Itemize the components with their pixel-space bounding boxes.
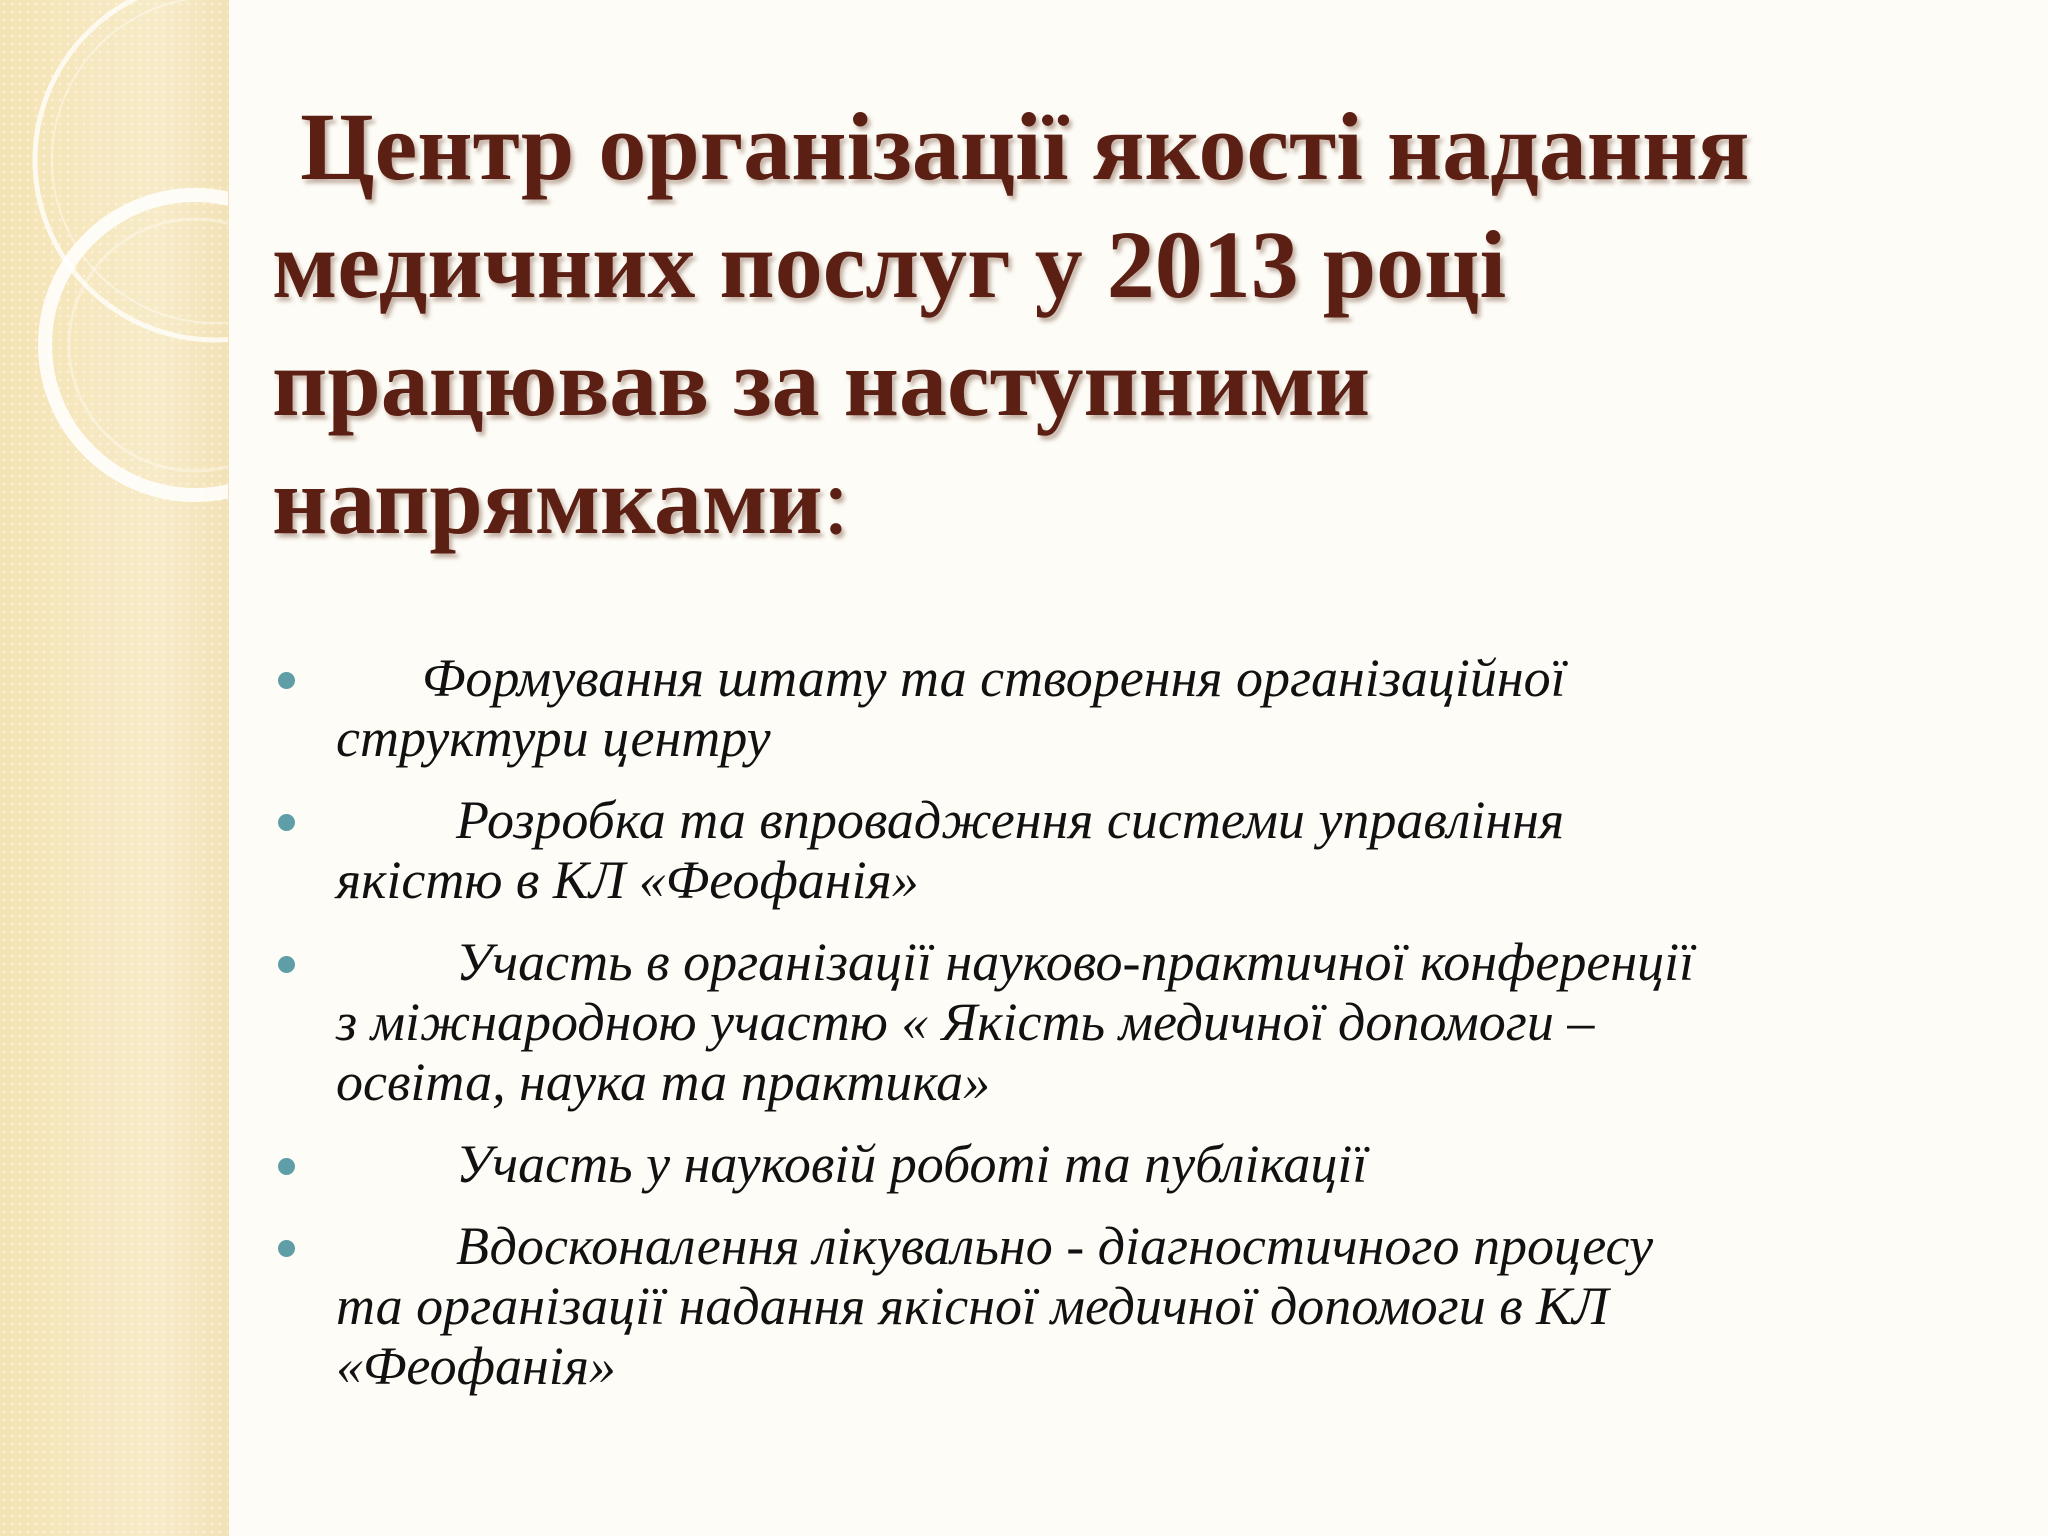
bullet-1-line-1: Формування штату та створення організаційної: [422, 648, 1566, 708]
bullet-5-line-1: Вдосконалення лікувально - діагностичного процесу: [456, 1216, 1654, 1276]
bullet-item-process-improvement: [272, 1216, 1912, 1396]
bullet-dot-icon: [278, 814, 295, 831]
bullet-5-line-2: та організації надання якісної медичної допомоги в КЛ: [336, 1276, 1609, 1336]
bullet-5-line-3: «Феофанія»: [336, 1336, 616, 1396]
title-line-2: медичних послуг у 2013 році: [272, 211, 1507, 318]
bullet-list: [272, 648, 1912, 1418]
bullet-item-research: [272, 1134, 1912, 1194]
decorative-rings: [0, 0, 228, 560]
bullet-2-line-1: Розробка та впровадження системи управління: [456, 790, 1565, 850]
title-line-4: напрямками: [272, 447, 823, 554]
title-colon: :: [822, 447, 850, 554]
bullet-3-line-1: Участь в організації науково-практичної конференції: [456, 932, 1695, 992]
bullet-4-line-1: Участь у науковій роботі та публікації: [456, 1134, 1368, 1194]
bullet-dot-icon: [278, 1158, 295, 1175]
bullet-dot-icon: [278, 672, 295, 689]
bullet-item-conference: [272, 932, 1912, 1112]
large-ring-outer: [35, 0, 228, 340]
bullet-3-line-2: з міжнародною участю « Якість медичної допомоги –: [336, 992, 1595, 1052]
bullet-1-line-2: структури центру: [336, 708, 771, 768]
bullet-dot-icon: [278, 1240, 295, 1257]
bullet-item-staffing: [272, 648, 1912, 768]
title-line-3: працював за наступними: [272, 329, 1371, 436]
bullet-dot-icon: [278, 956, 295, 973]
decorative-side-panel: [0, 0, 229, 1536]
bullet-item-quality-system: [272, 790, 1912, 910]
bullet-2-line-2: якістю в КЛ «Феофанія»: [336, 850, 919, 910]
small-ring-inner: [69, 219, 228, 471]
title-line-1: Центр організації якості надання: [300, 93, 1750, 200]
bullet-3-line-3: освіта, наука та практика»: [336, 1052, 991, 1112]
slide-title: [272, 88, 1852, 560]
